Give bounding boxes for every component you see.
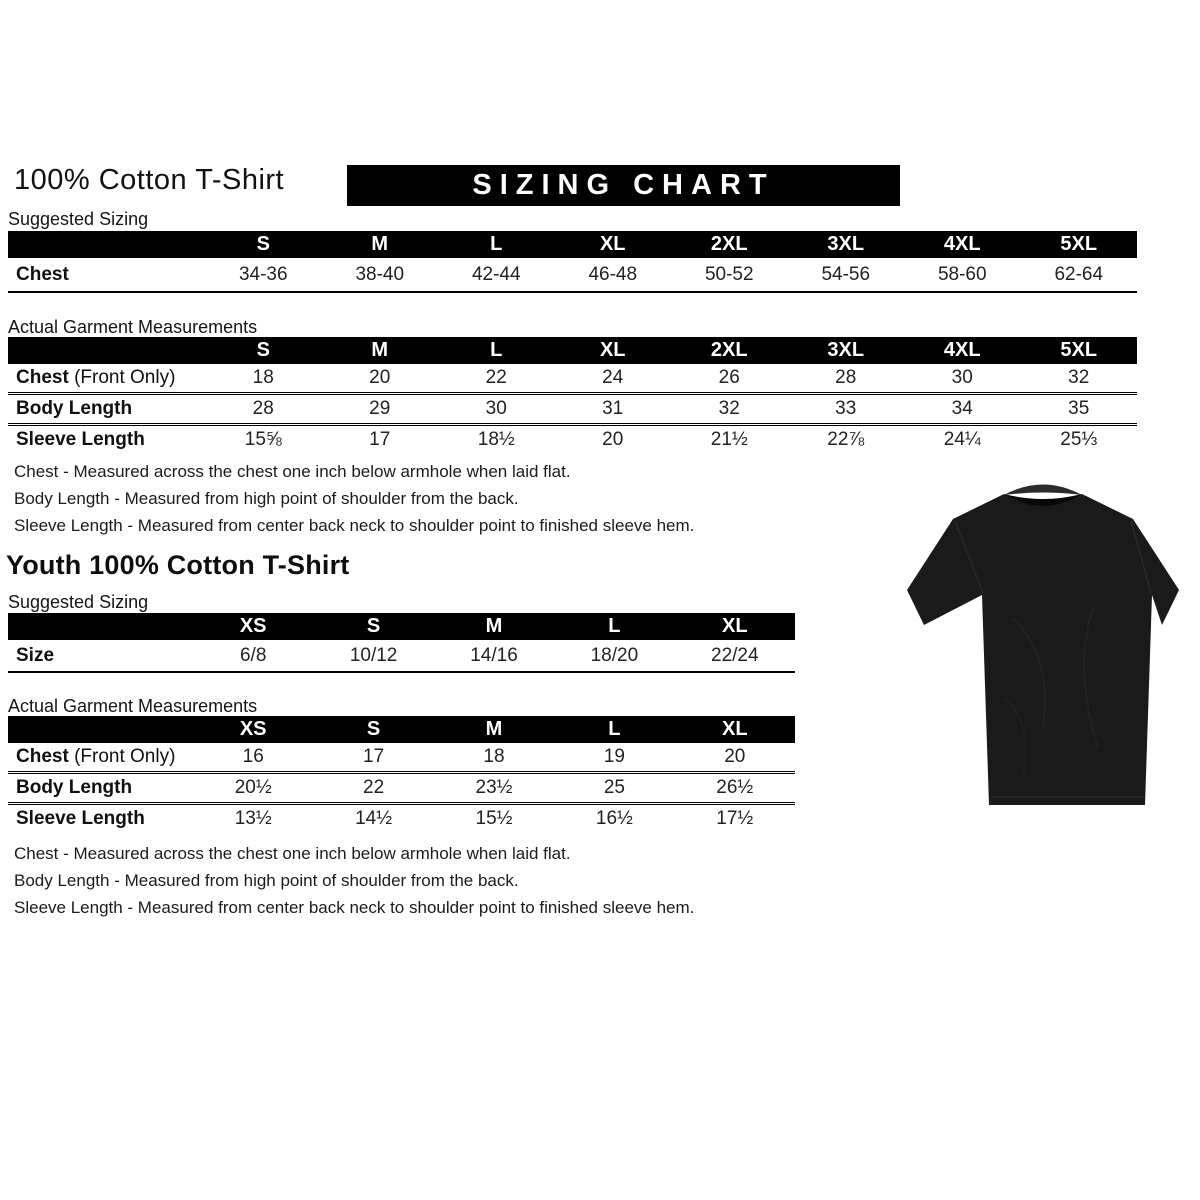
col-header: XS bbox=[239, 718, 267, 740]
youth-section-title: Youth 100% Cotton T-Shirt bbox=[6, 550, 350, 580]
cell: 32 bbox=[1068, 367, 1090, 388]
youth-suggested-sizing-heading: Suggested Sizing bbox=[8, 592, 149, 612]
youth-suggested-sizing-table bbox=[8, 613, 795, 673]
note-line: Chest - Measured across the chest one inch below armhole when laid flat. bbox=[14, 844, 571, 863]
cell: 58-60 bbox=[937, 263, 987, 285]
cell: 26½ bbox=[716, 777, 754, 798]
table-row bbox=[8, 392, 1137, 423]
table-row bbox=[8, 258, 1137, 293]
col-header: XL bbox=[722, 615, 748, 637]
row-label: Sleeve Length bbox=[16, 808, 145, 829]
col-header: S bbox=[256, 339, 270, 361]
note-line: Body Length - Measured from high point of shoulder from the back. bbox=[14, 871, 519, 890]
cell: 28 bbox=[835, 367, 857, 388]
cell: 62-64 bbox=[1054, 263, 1104, 285]
cell: 19 bbox=[603, 746, 625, 767]
cell: 30 bbox=[485, 398, 507, 419]
col-header: 4XL bbox=[943, 339, 981, 361]
cell: 29 bbox=[369, 398, 391, 419]
col-header: L bbox=[490, 339, 503, 361]
row-label: Chest bbox=[16, 367, 69, 388]
cell: 13½ bbox=[234, 808, 272, 829]
note-line: Chest - Measured across the chest one inch below armhole when laid flat. bbox=[14, 462, 571, 481]
col-header: XS bbox=[239, 615, 267, 637]
cell: 38-40 bbox=[355, 263, 405, 285]
cell: 16½ bbox=[595, 808, 633, 829]
adult-measurement-notes bbox=[14, 458, 694, 539]
col-header: L bbox=[608, 718, 621, 740]
adult-suggested-sizing-table bbox=[8, 231, 1137, 293]
note-line: Sleeve Length - Measured from center back neck to shoulder point to finished sleeve hem. bbox=[14, 898, 695, 917]
cell: 14½ bbox=[355, 808, 393, 829]
cell: 21½ bbox=[710, 429, 748, 450]
cell: 35 bbox=[1068, 398, 1090, 419]
cell: 14/16 bbox=[470, 644, 518, 666]
cell: 15½ bbox=[475, 808, 513, 829]
cell: 50-52 bbox=[704, 263, 754, 285]
cell: 20 bbox=[724, 746, 746, 767]
cell: 54-56 bbox=[821, 263, 871, 285]
page-title: 100% Cotton T-Shirt bbox=[14, 164, 285, 196]
col-header: M bbox=[371, 233, 389, 255]
cell: 18/20 bbox=[590, 644, 639, 666]
table-row bbox=[8, 771, 795, 802]
row-label: Sleeve Length bbox=[16, 429, 145, 450]
table-row bbox=[8, 364, 1137, 392]
note-line: Body Length - Measured from high point of shoulder from the back. bbox=[14, 489, 519, 508]
cell: 15⅝ bbox=[244, 429, 282, 450]
cell: 17 bbox=[369, 429, 391, 450]
row-label: Size bbox=[16, 644, 55, 666]
cell: 23½ bbox=[475, 777, 513, 798]
row-label: Body Length bbox=[16, 398, 133, 419]
youth-suggested-header-row bbox=[8, 613, 795, 640]
cell: 22 bbox=[363, 777, 385, 798]
cell: 10/12 bbox=[349, 644, 398, 666]
table-row bbox=[8, 640, 795, 673]
col-header: S bbox=[256, 233, 270, 255]
col-header: 5XL bbox=[1060, 339, 1098, 361]
row-label: Chest bbox=[16, 746, 69, 767]
adult-suggested-header-row bbox=[8, 231, 1137, 258]
note-line: Sleeve Length - Measured from center back neck to shoulder point to finished sleeve hem. bbox=[14, 516, 695, 535]
col-header: 3XL bbox=[827, 233, 865, 255]
row-label: Chest bbox=[16, 263, 69, 285]
col-header: L bbox=[490, 233, 503, 255]
col-header: 3XL bbox=[827, 339, 865, 361]
cell: 26 bbox=[718, 367, 740, 388]
col-header: XL bbox=[599, 233, 626, 255]
cell: 20½ bbox=[234, 777, 272, 798]
cell: 18½ bbox=[477, 429, 515, 450]
col-header: S bbox=[366, 718, 381, 740]
row-label: Body Length bbox=[16, 777, 133, 798]
cell: 22/24 bbox=[711, 644, 759, 666]
youth-measurement-notes bbox=[14, 840, 694, 921]
col-header: 4XL bbox=[943, 233, 981, 255]
col-header: 2XL bbox=[710, 233, 748, 255]
cell: 6/8 bbox=[239, 644, 267, 666]
cell: 25 bbox=[603, 777, 625, 798]
youth-measurements-header-row bbox=[8, 716, 795, 743]
col-header: M bbox=[485, 615, 503, 637]
cell: 42-44 bbox=[471, 263, 521, 285]
cell: 34-36 bbox=[238, 263, 288, 285]
cell: 20 bbox=[602, 429, 624, 450]
cell: 20 bbox=[369, 367, 391, 388]
adult-measurements-heading: Actual Garment Measurements bbox=[8, 317, 258, 337]
cell: 18 bbox=[252, 367, 274, 388]
cell: 24¼ bbox=[943, 429, 981, 450]
col-header: 2XL bbox=[710, 339, 748, 361]
table-row bbox=[8, 743, 795, 771]
sizing-chart-banner bbox=[347, 165, 900, 206]
cell: 31 bbox=[602, 398, 624, 419]
cell: 18 bbox=[483, 746, 505, 767]
cell: 22⅞ bbox=[827, 429, 865, 450]
adult-suggested-sizing-heading: Suggested Sizing bbox=[8, 209, 149, 229]
youth-measurements-heading: Actual Garment Measurements bbox=[8, 696, 258, 716]
cell: 17 bbox=[363, 746, 385, 767]
adult-measurements-table bbox=[8, 337, 1137, 454]
sizing-chart-banner-label: SIZING CHART bbox=[472, 169, 775, 201]
black-tshirt-image bbox=[893, 468, 1193, 830]
table-row bbox=[8, 802, 795, 833]
row-label-suffix: (Front Only) bbox=[68, 367, 176, 388]
row-label-suffix: (Front Only) bbox=[68, 746, 176, 767]
cell: 33 bbox=[835, 398, 857, 419]
cell: 46-48 bbox=[588, 263, 638, 285]
cell: 16 bbox=[242, 746, 264, 767]
table-row bbox=[8, 423, 1137, 454]
adult-measurements-header-row bbox=[8, 337, 1137, 364]
col-header: XL bbox=[599, 339, 626, 361]
col-header: M bbox=[485, 718, 503, 740]
cell: 25⅓ bbox=[1060, 429, 1098, 450]
col-header: XL bbox=[722, 718, 748, 740]
cell: 30 bbox=[951, 367, 973, 388]
cell: 17½ bbox=[716, 808, 754, 829]
cell: 34 bbox=[951, 398, 973, 419]
cell: 24 bbox=[602, 367, 624, 388]
col-header: M bbox=[371, 339, 389, 361]
col-header: L bbox=[608, 615, 621, 637]
cell: 28 bbox=[252, 398, 274, 419]
youth-measurements-table bbox=[8, 716, 795, 833]
tshirt-graphic bbox=[893, 468, 1193, 830]
col-header: 5XL bbox=[1060, 233, 1098, 255]
cell: 22 bbox=[485, 367, 507, 388]
col-header: S bbox=[366, 615, 381, 637]
cell: 32 bbox=[718, 398, 740, 419]
